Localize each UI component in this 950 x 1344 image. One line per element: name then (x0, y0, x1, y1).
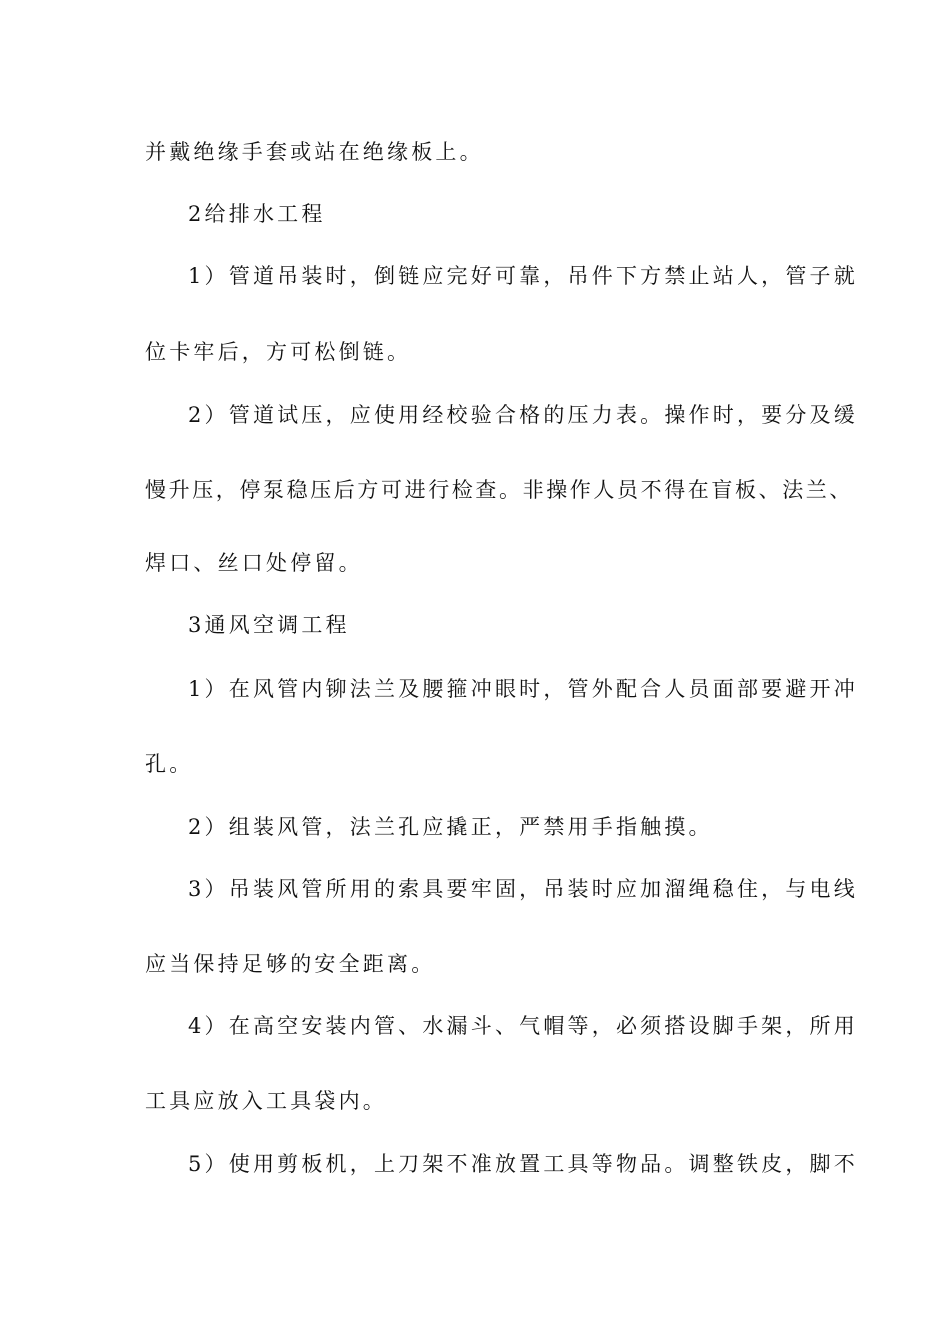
paragraph-line: 4）在高空安装内管、水漏斗、气帽等，必须搭设脚手架，所用 (188, 1014, 858, 1038)
paragraph-line: 应当保持足够的安全距离。 (145, 952, 436, 976)
section-heading-plumbing: 2给排水工程 (188, 202, 326, 226)
paragraph-line: 3）吊装风管所用的索具要牢固，吊装时应加溜绳稳住，与电线 (188, 877, 858, 901)
paragraph-line: 2）组装风管，法兰孔应撬正，严禁用手指触摸。 (188, 815, 713, 839)
paragraph-line: 并戴绝缘手套或站在绝缘板上。 (145, 140, 484, 164)
paragraph-line: 5）使用剪板机，上刀架不准放置工具等物品。调整铁皮，脚不 (188, 1152, 858, 1176)
paragraph-line: 慢升压，停泵稳压后方可进行检查。非操作人员不得在盲板、法兰、 (145, 478, 853, 502)
paragraph-line: 2）管道试压，应使用经校验合格的压力表。操作时，要分及缓 (188, 403, 858, 427)
paragraph-line: 焊口、丝口处停留。 (145, 551, 363, 575)
paragraph-line: 1）管道吊装时，倒链应完好可靠，吊件下方禁止站人，管子就 (188, 264, 858, 288)
paragraph-line: 孔。 (145, 752, 194, 776)
section-heading-hvac: 3通风空调工程 (188, 613, 350, 637)
paragraph-line: 位卡牢后，方可松倒链。 (145, 340, 412, 364)
paragraph-line: 1）在风管内铆法兰及腰箍冲眼时，管外配合人员面部要避开冲 (188, 677, 858, 701)
paragraph-line: 工具应放入工具袋内。 (145, 1089, 387, 1113)
